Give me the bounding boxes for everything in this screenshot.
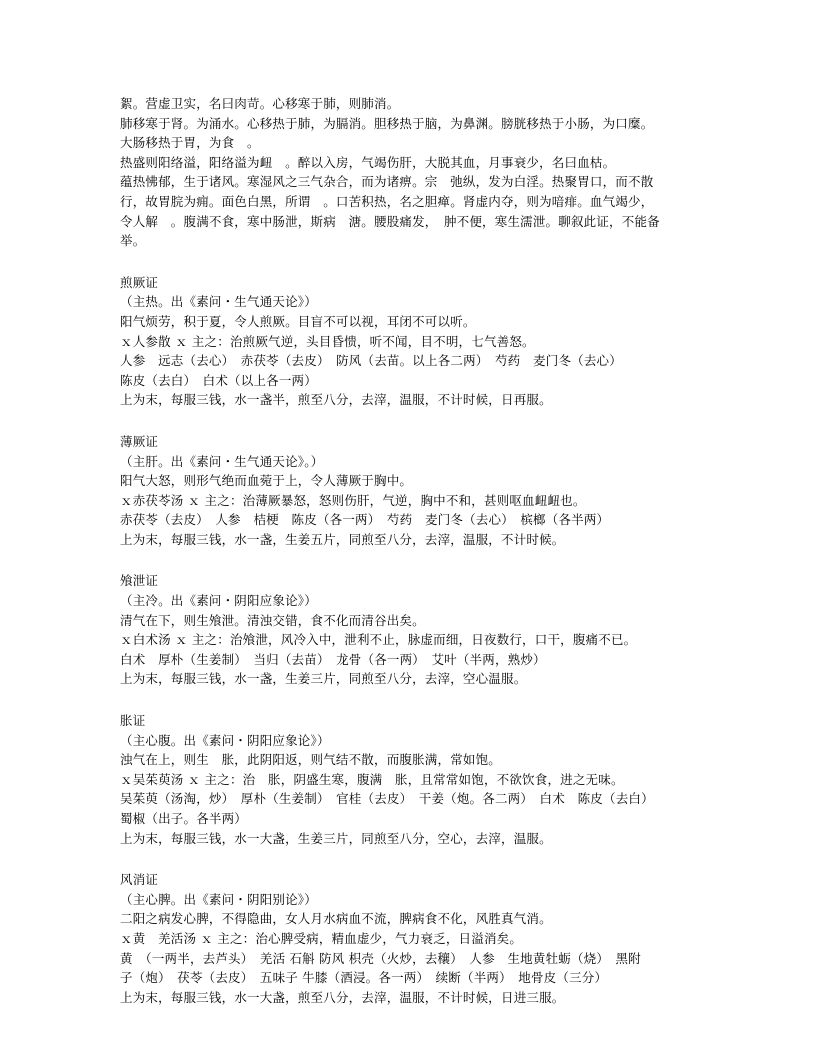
section-gap [120,848,700,870]
text-line: 清气在下，则生飧泄。清浊交错，食不化而清谷出矣。 [120,612,425,628]
text-line: 举。 [120,233,146,249]
ingredient-line: 白术 厚朴（生姜制） 当归（去苗） 龙骨（各一两） 艾叶（半两，熟炒） [120,651,546,667]
text-line: 行，故胃脘为痈。面色白黑，所谓 。口苦积热，名之胆瘅。肾虚内夺，则为喑痱。血气竭少， [120,193,654,209]
formula-line: ｘ白术汤 ｘ 主之：治飧泄，风冷入中，泄利不止，脉虚而细，日夜数行，口干，腹痛不已。 [120,632,637,648]
formula-line: ｘ吴茱萸汤 ｘ 主之：治 胀，阴盛生寒，腹满 胀，且常常如饱，不欲饮食，进之无味。 [120,771,624,787]
section-jianjue [120,273,700,410]
text-line: 阳气大怒，则形气绝而血菀于上，令人薄厥于胸中。 [120,473,413,489]
document-page [120,94,700,1007]
section-source: （主热。出《素问・生气通天论》） [120,294,317,310]
formula-line: ｘ人参散 ｘ 主之：治煎厥气逆，头目昏愦，听不闻，目不明，七气善怒。 [120,333,535,349]
text-line: 大肠移热于胃，为食 。 [120,135,260,151]
section-title: 飧泄证 [120,573,159,589]
section-gap [120,689,700,711]
text-line: 二阳之病发心脾，不得隐曲，女人月水病血不流，脾病食不化，风胜真气消。 [120,911,552,927]
section-title: 煎厥证 [120,274,159,290]
section-zhang [120,711,700,848]
section-title: 胀证 [120,713,146,729]
ingredient-line: 吴茱萸（汤淘，炒） 厚朴（生姜制） 官桂（去皮） 干姜（炮。各二两） 白术 陈皮（去白） [120,791,654,807]
section-source: （主冷。出《素问・阴阳应象论》） [120,593,317,609]
section-source: （主肝。出《素问・生气通天论》。） [120,453,324,469]
dosage-line: 上为末，每服三钱，水一大盏，煎至八分，去滓，温服，不计时候，日进三服。 [120,989,565,1005]
ingredient-line: 赤茯苓（去皮） 人参 桔梗 陈皮（各一两） 芍药 麦门冬（去心） 槟榔（各半两） [120,512,610,528]
text-line: 絮。营虚卫实，名曰肉苛。心移寒于肺，则肺消。 [120,96,400,111]
section-title: 薄厥证 [120,433,159,449]
section-fengxiao [120,870,700,1007]
text-line: 蕴热怫郁，生于诸风。寒湿风之三气杂合，而为诸痹。宗 弛纵，发为白淫。热聚胃口，而不散 [120,174,654,190]
section-gap [120,549,700,571]
section-gap [120,410,700,432]
section-bojue [120,432,700,550]
intro-paragraph [120,94,700,251]
dosage-line: 上为末，每服三钱，水一盏半，煎至八分，去滓，温服，不计时候，日再服。 [120,392,552,408]
ingredient-line: 子（炮） 茯苓（去皮） 五味子 牛膝（酒浸。各一两） 续断（半两） 地骨皮（三分） [120,970,608,986]
text-line: 浊气在上，则生 胀，此阴阳返，则气结不散，而腹胀满，常如饱。 [120,752,502,768]
text-line: 令人解 。腹满不食，寒中肠泄，斯病 溏。腰股痛发， 肿不便，寒生濡泄。聊叙此证，不能备 [120,213,660,229]
section-gap [120,251,700,273]
text-line: 阳气烦劳，积于夏，令人煎厥。目盲不可以视，耳闭不可以听。 [120,313,476,329]
formula-line: ｘ黄 羌活汤 ｘ 主之：治心脾受病，精血虚少，气力衰乏，日溢消矣。 [120,930,523,946]
ingredient-line: 人参 远志（去心） 赤茯苓（去皮） 防风（去苗。以上各二两） 芍药 麦门冬（去心） [120,353,622,369]
ingredient-line: 陈皮（去白） 白术（以上各一两） [120,372,317,388]
section-sunxie [120,571,700,689]
dosage-line: 上为末，每服三钱，水一大盏，生姜三片，同煎至八分，空心，去滓，温服。 [120,830,552,846]
section-source: （主心腹。出《素问・阴阳应象论》） [120,732,330,748]
text-line: 肺移寒于肾。为涌水。心移热于肺，为膈消。胆移热于脑，为鼻渊。膀胱移热于小肠，为口糜。 [120,115,654,131]
section-title: 风消证 [120,872,159,888]
ingredient-line: 黄 （一两半，去芦头） 羌活 石斛 防风 枳壳（火炒，去穰） 人参 生地黄牡蛎（烧） 黑附 [120,950,641,966]
formula-line: ｘ赤茯苓汤 ｘ 主之：治薄厥暴怒，怒则伤肝，气逆，胸中不和，甚则呕血衄衄也。 [120,492,586,508]
text-line: 热盛则阳络溢，阳络溢为衄 。醉以入房，气竭伤肝，大脱其血，月事衰少，名曰血枯。 [120,154,616,170]
ingredient-line: 蜀椒（出子。各半两） [120,811,248,826]
section-source: （主心脾。出《素问・阴阳别论》） [120,891,317,907]
dosage-line: 上为末，每服三钱，水一盏，生姜三片，同煎至八分，去滓，空心温服。 [120,671,527,687]
dosage-line: 上为末，每服三钱，水一盏，生姜五片，同煎至八分，去滓，温服，不计时候。 [120,531,565,547]
